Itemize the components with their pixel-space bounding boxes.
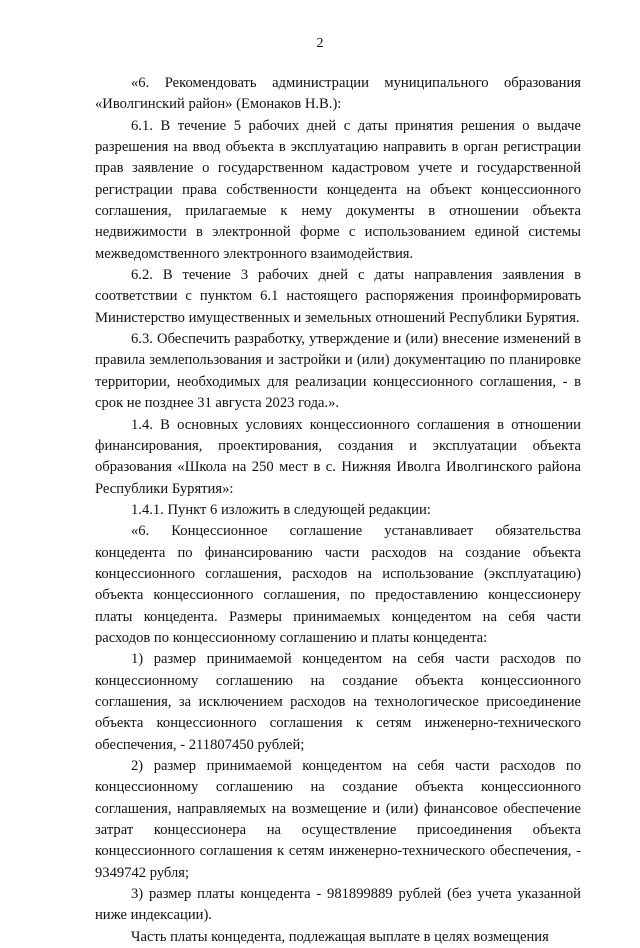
- paragraph-6-2: 6.2. В течение 3 рабочих дней с даты направления заявления в соответствии с пунктом 6.1 настоящего распоряжения проинформировать Министерство имущественных и земельных отношений Республики Бурятия.: [95, 267, 581, 326]
- document-body: [95, 73, 581, 948]
- paragraph-1-4-1: 1.4.1. Пункт 6 изложить в следующей редакции:: [131, 501, 431, 518]
- paragraph-item-2: 2) размер принимаемой концедентом на себя части расходов по концессионному соглашению на создание объекта концессионного соглашения, направляемых на возмещение и (или) финансовое обеспечение затрат концессионера на осуществление присоединения объекта концессионного соглашения к сетям инженерно-технического обеспечения, - 9349742 рубля;: [95, 758, 581, 881]
- page-number: 2: [316, 36, 324, 51]
- paragraph-item-3: 3) размер платы концедента - 981899889 рублей (без учета указанной ниже индексации).: [95, 886, 581, 924]
- paragraph-recommendation-6: «6. Рекомендовать администрации муниципального образования «Иволгинский район» (Емонаков Н.В.):: [95, 75, 581, 113]
- paragraph-concedent-payment: Часть платы концедента, подлежащая выплате в целях возмещения: [131, 928, 549, 945]
- paragraph-clause-6: «6. Концессионное соглашение устанавливает обязательства концедента по финансированию части расходов на создание объекта концессионного соглашения, расходов на использование (эксплуатацию) объекта концессионного соглашения, по предоставлению концессионеру платы концедента. Размеры принимаемых концедентом на себя части расходов по концессионному соглашению и платы концедента:: [95, 523, 581, 646]
- paragraph-6-3: 6.3. Обеспечить разработку, утверждение и (или) внесение изменений в правила землепользования и застройки и (или) документацию по планировке территории, необходимых для реализации концессионного соглашения, - в срок не позднее 31 августа 2023 года.».: [95, 331, 581, 412]
- paragraph-6-1: 6.1. В течение 5 рабочих дней с даты принятия решения о выдаче разрешения на ввод объекта в эксплуатацию направить в орган регистрации прав заявление о государственном кадастровом учете и государственной регистрации права собственности концедента на объект концессионного соглашения, прилагаемые к нему документы в отношении объекта недвижимости в электронной форме с использованием единой системы межведомственного электронного взаимодействия.: [95, 117, 581, 262]
- paragraph-1-4: 1.4. В основных условиях концессионного соглашения в отношении финансирования, проектирования, создания и эксплуатации объекта образования «Школа на 250 мест в с. Нижняя Иволга Иволгинского района Республики Бурятия»:: [95, 416, 581, 497]
- paragraph-item-1: 1) размер принимаемой концедентом на себя части расходов по концессионному соглашению на создание объекта концессионного соглашения, за исключением расходов на технологическое присоединение объекта концессионного соглашения к сетям инженерно-технического обеспечения, - 211807450 рублей;: [95, 651, 581, 753]
